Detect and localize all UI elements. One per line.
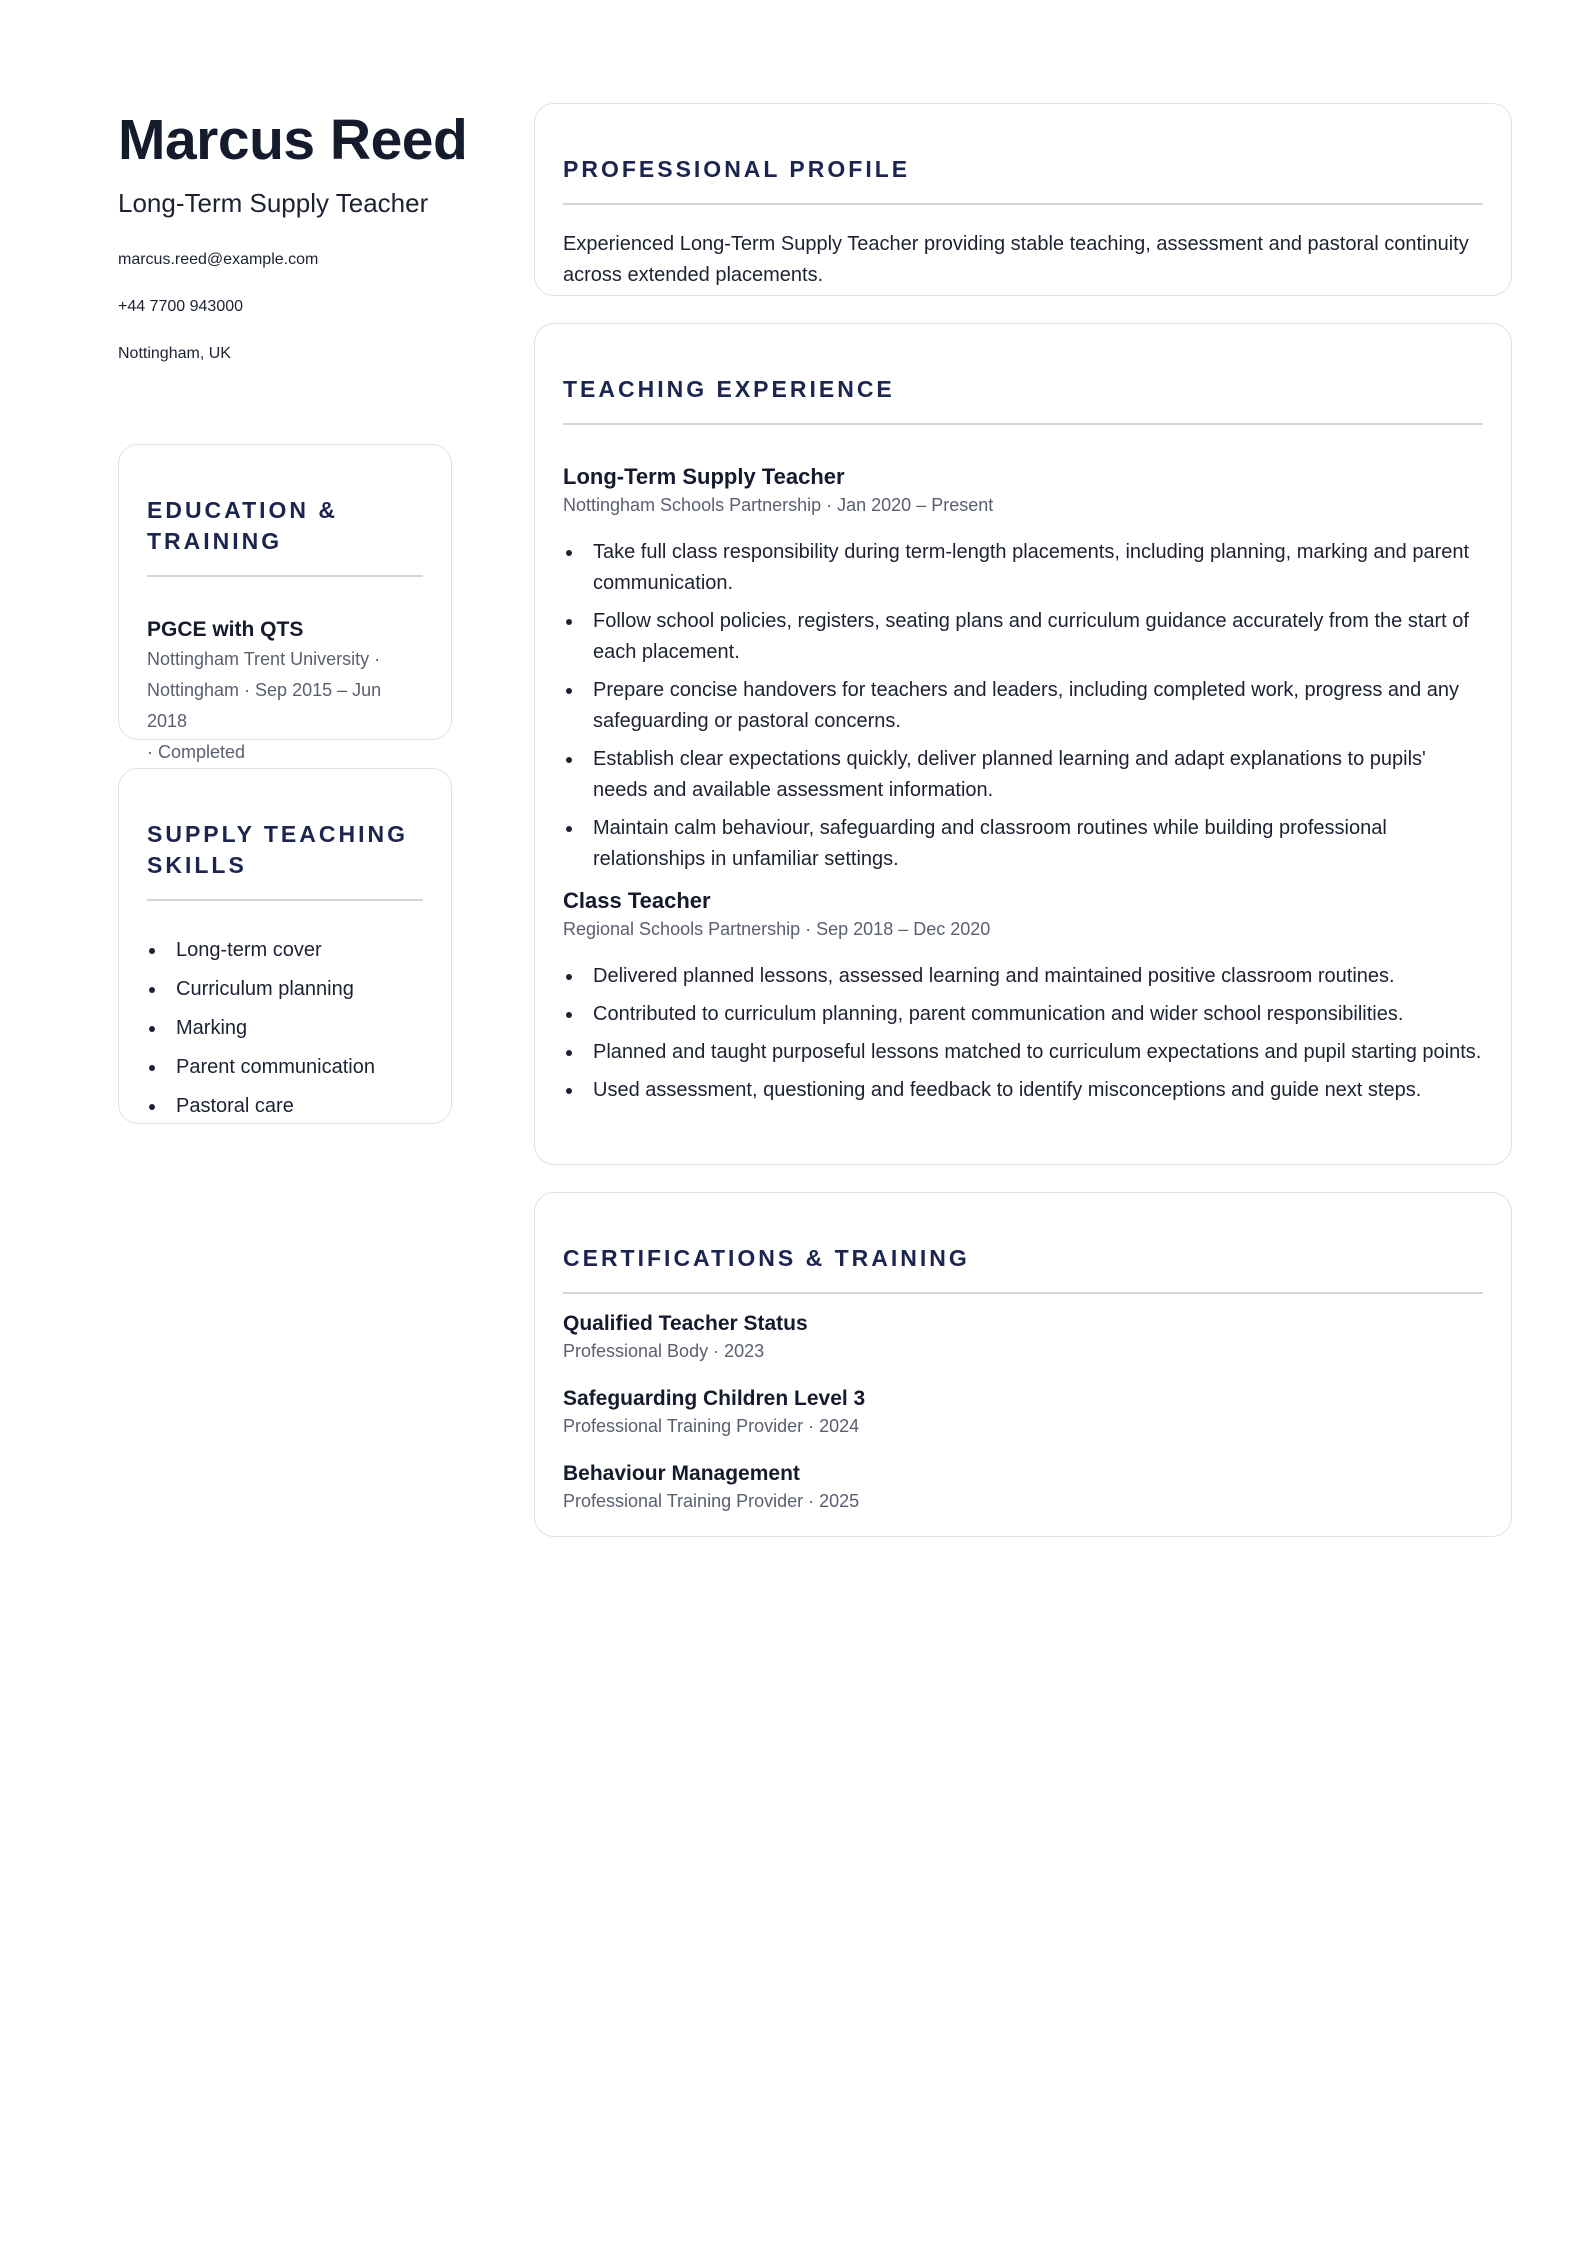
education-item-meta-line2: Nottingham · Sep 2015 – Jun 2018 — [147, 680, 382, 731]
contact-header — [118, 104, 468, 364]
education-item — [147, 616, 423, 768]
profile-card — [534, 103, 1512, 296]
contact-location: Nottingham, UK — [118, 345, 231, 362]
cert-meta: Professional Body · 2023 — [563, 1341, 765, 1361]
experience-heading: TEACHING EXPERIENCE — [563, 376, 895, 402]
cert-item — [563, 1460, 1483, 1514]
cert-meta: Professional Training Provider · 2024 — [563, 1416, 860, 1436]
contact-phone: +44 7700 943000 — [118, 298, 244, 315]
job-bullet: Maintain calm behaviour, safeguarding and classroom routines while building professional relationships in unfamiliar settings. — [563, 813, 1483, 875]
profile-heading: PROFESSIONAL PROFILE — [563, 156, 911, 182]
education-item-title: PGCE with QTS — [147, 618, 304, 641]
candidate-name: Marcus Reed — [118, 108, 468, 172]
job-bullet: Planned and taught purposeful lessons matched to curriculum expectations and pupil starting points. — [563, 1037, 1483, 1068]
education-item-meta-line1: Nottingham Trent University · — [147, 649, 381, 669]
cert-item — [563, 1310, 1483, 1364]
education-card — [118, 444, 452, 762]
education-heading-line2: TRAINING — [147, 528, 283, 554]
job-bullets — [563, 961, 1483, 1106]
skill-item: Parent communication — [147, 1048, 423, 1087]
skills-divider — [147, 899, 423, 901]
cert-item — [563, 1385, 1483, 1439]
cert-title: Behaviour Management — [563, 1462, 800, 1485]
certifications-divider — [563, 1292, 1483, 1294]
skill-item: Long-term cover — [147, 931, 423, 970]
skill-item: Curriculum planning — [147, 970, 423, 1009]
skill-item: Pastoral care — [147, 1087, 423, 1126]
job-meta: Regional Schools Partnership · Sep 2018 – Dec 2020 — [563, 919, 991, 939]
cert-title: Safeguarding Children Level 3 — [563, 1387, 866, 1410]
skills-heading-line2: SKILLS — [147, 852, 247, 878]
profile-summary: Experienced Long-Term Supply Teacher providing stable teaching, assessment and pastoral continuity across extended placements. — [563, 233, 1469, 286]
skill-item: Marking — [147, 1009, 423, 1048]
job-bullet: Take full class responsibility during term-length placements, including planning, marking and parent communication. — [563, 537, 1483, 599]
skills-list — [147, 931, 423, 1126]
job-bullet: Contributed to curriculum planning, parent communication and wider school responsibilities. — [563, 999, 1483, 1030]
certifications-card — [534, 1192, 1512, 1537]
education-heading-line1: EDUCATION & — [147, 497, 339, 523]
job-title: Long-Term Supply Teacher — [563, 464, 845, 489]
job-bullet: Used assessment, questioning and feedback to identify misconceptions and guide next steps. — [563, 1075, 1483, 1106]
education-divider — [147, 575, 423, 577]
job-bullet: Follow school policies, registers, seating plans and curriculum guidance accurately from the start of each placement. — [563, 606, 1483, 668]
cert-meta: Professional Training Provider · 2025 — [563, 1491, 860, 1511]
experience-divider — [563, 423, 1483, 425]
experience-card — [534, 323, 1512, 1165]
certifications-heading: CERTIFICATIONS & TRAINING — [563, 1245, 970, 1271]
skills-heading — [147, 819, 423, 881]
candidate-role: Long-Term Supply Teacher — [118, 188, 429, 218]
contact-email: marcus.reed@example.com — [118, 251, 319, 268]
job-entry — [563, 463, 1483, 875]
education-heading — [147, 495, 423, 557]
job-bullet: Delivered planned lessons, assessed learning and maintained positive classroom routines. — [563, 961, 1483, 992]
skills-card — [118, 768, 452, 1124]
job-bullets — [563, 537, 1483, 875]
job-bullet: Establish clear expectations quickly, deliver planned learning and adapt explanations to pupils' needs and available assessment information. — [563, 744, 1483, 806]
profile-divider — [563, 203, 1483, 205]
job-meta: Nottingham Schools Partnership · Jan 2020 – Present — [563, 495, 994, 515]
job-bullet: Prepare concise handovers for teachers and leaders, including completed work, progress and any safeguarding or pastoral concerns. — [563, 675, 1483, 737]
job-entry — [563, 887, 1483, 1106]
skills-heading-line1: SUPPLY TEACHING — [147, 821, 408, 847]
job-title: Class Teacher — [563, 888, 711, 913]
education-item-meta-line3: · Completed — [147, 742, 246, 762]
cert-title: Qualified Teacher Status — [563, 1312, 808, 1335]
education-item-meta — [147, 644, 423, 768]
